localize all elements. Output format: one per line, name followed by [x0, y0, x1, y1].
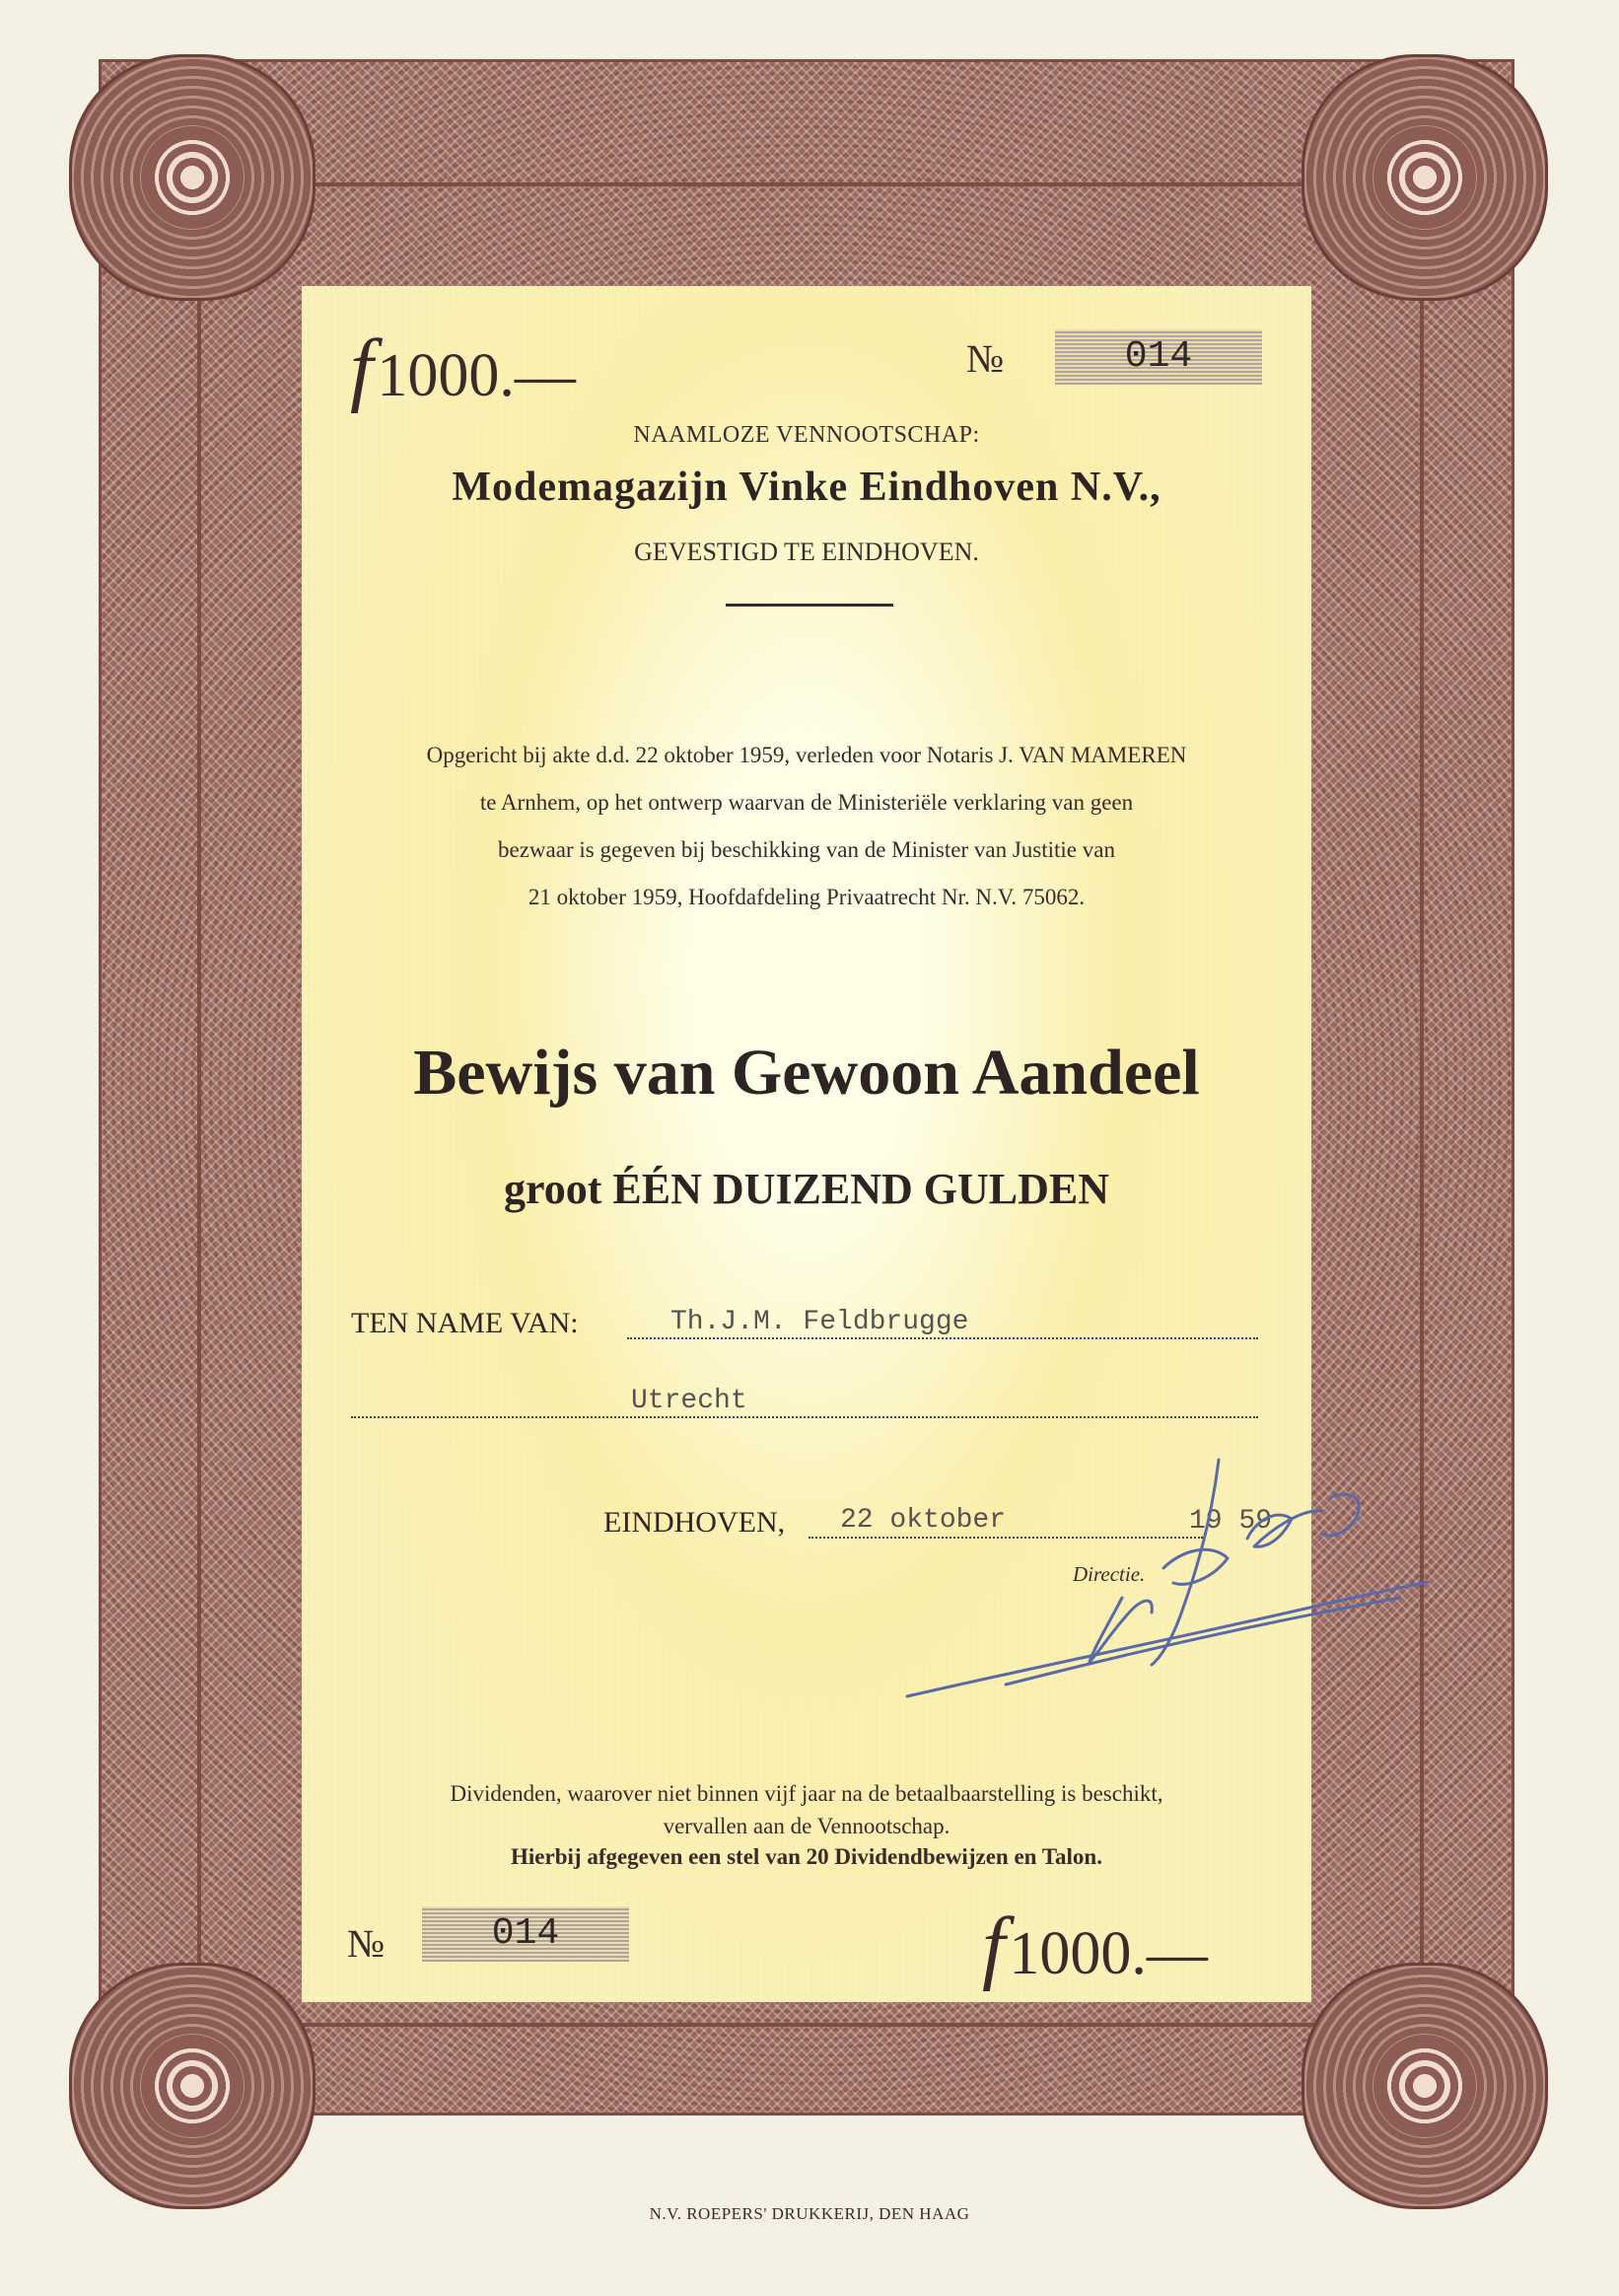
certificate-number-top: 014 [1055, 329, 1262, 385]
amount-value: 1000.— [1009, 1920, 1208, 1987]
issue-place: EINDHOVEN, [603, 1506, 786, 1539]
issue-year: 19 59 [1189, 1506, 1273, 1537]
amount-value: 1000.— [377, 342, 576, 409]
founding-line: te Arnhem, op het ontwerp waarvan de Ministeriële verklaring van geen [479, 790, 1134, 815]
number-label-bottom: № [347, 1921, 386, 1966]
number-label-top: № [966, 336, 1005, 381]
printer-imprint: N.V. ROEPERS' DRUKKERIJ, DEN HAAG [649, 2204, 970, 2223]
founding-statement [351, 732, 1262, 921]
director-signature [887, 1450, 1440, 1706]
founding-line: bezwaar is gegeven bij beschikking van de Minister van Justitie van [498, 837, 1115, 862]
amount-bottom [982, 1899, 1208, 1994]
florin-symbol: f [982, 1901, 1006, 1992]
corner-rosette-top-right [1302, 54, 1548, 301]
florin-symbol: f [350, 323, 374, 414]
company-seat: GEVESTIGD TE EINDHOVEN. [634, 538, 979, 566]
heading-divider [726, 604, 893, 607]
corner-rosette-bottom-left [69, 1963, 316, 2209]
holder-city: Utrecht [631, 1386, 747, 1416]
dividend-line: vervallen aan de Vennootschap. [663, 1814, 950, 1838]
company-type: NAAMLOZE VENNOOTSCHAP: [633, 422, 980, 448]
holder-label: TEN NAME VAN: [351, 1307, 579, 1339]
issue-date: 22 oktober [840, 1505, 1007, 1536]
holder-name-line [627, 1337, 1258, 1339]
amount-top [350, 321, 576, 416]
founding-line: Opgericht bij akte d.d. 22 oktober 1959, verleden voor Notaris J. VAN MAMEREN [426, 743, 1187, 767]
denomination: groot ÉÉN DUIZEND GULDEN [503, 1165, 1110, 1213]
coupons-note: Hierbij afgegeven een stel van 20 Dividendbewijzen en Talon. [511, 1844, 1102, 1869]
certificate-number-bottom: 014 [422, 1906, 629, 1962]
dividend-notice [351, 1777, 1262, 1842]
company-name: Modemagazijn Vinke Eindhoven N.V., [452, 465, 1161, 510]
holder-city-line [351, 1416, 1258, 1418]
corner-rosette-bottom-right [1302, 1963, 1548, 2209]
holder-name: Th.J.M. Feldbrugge [670, 1307, 969, 1337]
dividend-line: Dividenden, waarover niet binnen vijf jaar na de betaalbaarstelling is beschikt, [450, 1781, 1163, 1806]
founding-line: 21 oktober 1959, Hoofdafdeling Privaatrecht Nr. N.V. 75062. [528, 885, 1086, 909]
certificate-title: Bewijs van Gewoon Aandeel [413, 1037, 1200, 1109]
corner-rosette-top-left [69, 54, 316, 301]
signatory-label: Directie. [1073, 1562, 1146, 1586]
